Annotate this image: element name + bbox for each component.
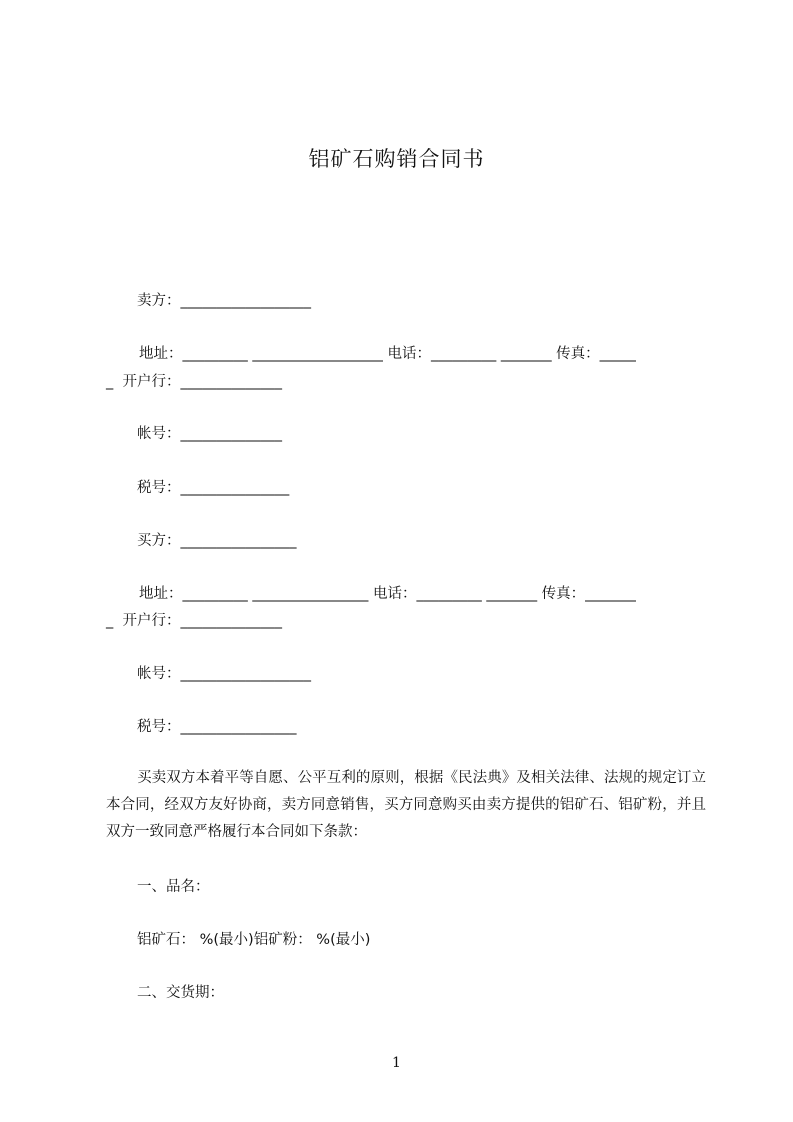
section-2-heading: 二、交货期： <box>137 985 224 1001</box>
seller-label: 卖方：__________________ <box>137 293 311 309</box>
section-1-product-line: 铝矿石： %(最小)铝矿粉： %(最小) <box>137 932 371 948</box>
document-title: 铝矿石购销合同书 <box>308 147 485 171</box>
page-number: 1 <box>392 1055 401 1071</box>
buyer-account: 帐号：__________________ <box>137 666 311 682</box>
buyer-label: 买方：________________ <box>137 533 297 549</box>
buyer-tax: 税号：________________ <box>137 719 297 735</box>
seller-account: 帐号：______________ <box>137 426 282 442</box>
seller-tax: 税号：_______________ <box>137 480 290 496</box>
intro-text: 买卖双方本着平等自愿、公平互利的原则，根据《民法典》及相关法律、法规的规定订立本合同，经双方友好协商，卖方同意销售，买方同意购买由卖方提供的铝矿石、铝矿粉，并且双方一致同意严格履行本合同如下条款： <box>106 770 706 840</box>
buyer-bank-line: _ 开户行：______________ <box>106 613 282 629</box>
buyer-address-line: 地址：_________ ________________ 电话：_________ _______ 传真：_______ <box>139 586 636 602</box>
intro-paragraph <box>106 765 706 846</box>
section-1-heading: 一、品名： <box>137 879 210 895</box>
seller-bank-line: _ 开户行：______________ <box>106 374 282 390</box>
seller-address-line: 地址：_________ __________________ 电话：_________ _______ 传真：_____ <box>139 346 636 362</box>
